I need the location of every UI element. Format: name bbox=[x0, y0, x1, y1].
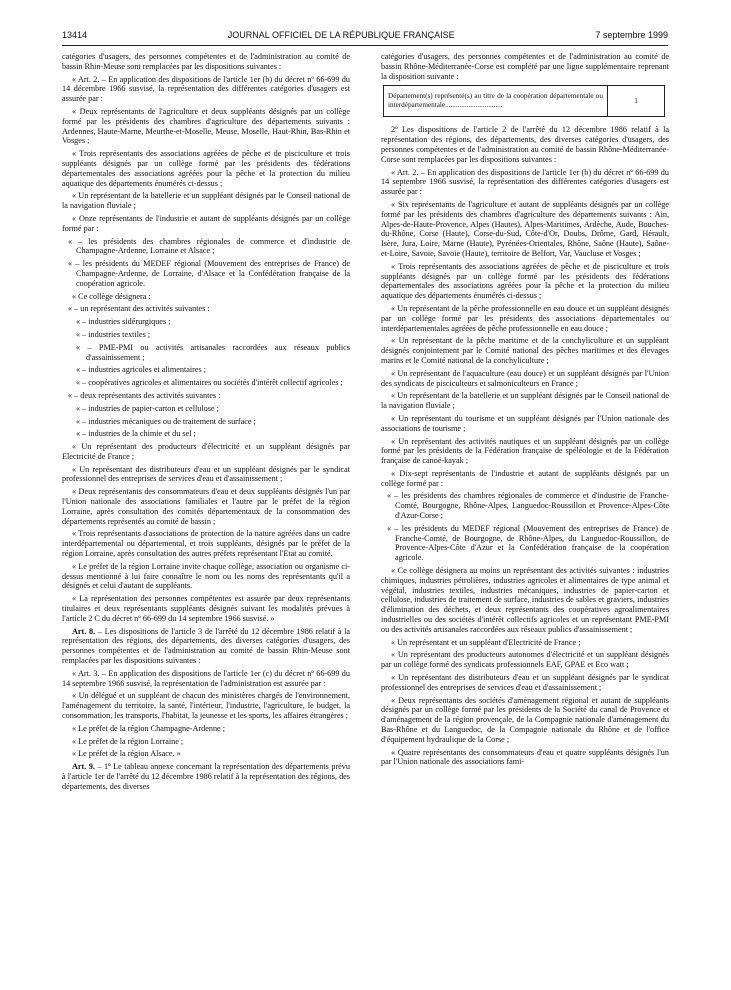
list-item: « – industries de la chimie et du sel ; bbox=[76, 429, 196, 439]
article-number: Art. 8. bbox=[72, 626, 96, 636]
article-text: – 1º Le tableau annexe concernant la représentation des départements prévu à l'article 1er de l'arrêté du 12 décembre 1986 relatif à la représentation des régions, des départements, des diverses bbox=[62, 762, 350, 791]
list-item: « – industries mécaniques ou de traitement de surface ; bbox=[76, 416, 256, 426]
paragraph: « Trois représentants des associations agréées de pêche et de pisciculture et trois suppléants désignés par un collège formé par les présidents des fédérations départementales des associations agréées pour la pêche et la protection du milieu aquatique des départements énumérés ci-dessus ; bbox=[62, 149, 350, 188]
list-item: « – les présidents du MEDEF régional (Mouvement des entreprises de France) de Champagne-Ardenne, de Lorraine, d'Alsace et la Confédération française de la coopération agricole. bbox=[68, 259, 350, 288]
table-cell-label: Département(s) représenté(s) au titre de la coopération départementale ou interdépartementale................................ bbox=[384, 86, 608, 116]
list-item: « – industries sidérurgiques ; bbox=[76, 317, 171, 327]
list-item: « – les présidents du MEDEF régional (Mouvement des entreprises de France) de Franche-Comté, de Bourgogne, de Rhône-Alpes, du Languedoc-Roussillon, de Provence-Alpes-Côte d'Azur et la Confédération française de la coopération agricole. bbox=[387, 523, 669, 563]
page-number: 13414 bbox=[62, 30, 88, 40]
paragraph: « Un représentant de la batellerie et un suppléant désignés par le Conseil national de la navigation fluviale ; bbox=[62, 191, 350, 211]
paragraph: « Le préfet de la région Champagne-Ardenne ; bbox=[72, 723, 225, 733]
paragraph: « Un représentant du tourisme et un suppléant désignés par l'Union nationale des associations de tourisme ; bbox=[381, 413, 669, 433]
paragraph: « La représentation des personnes compétentes est assurée par deux représentants titulaires et deux représentants suppléants désignés suivant les modalités prévues à l'article 2 C du décret nº 66-699 du 14 septembre 1966 susvisé. » bbox=[62, 594, 350, 623]
paragraph: « Ce collège désignera : bbox=[72, 291, 151, 301]
issue-date: 7 septembre 1999 bbox=[595, 30, 668, 40]
paragraph: « Dix-sept représentants de l'industrie et autant de suppléants désignés par un collège formé par : bbox=[381, 468, 669, 488]
paragraph: « Le préfet de la région Lorraine ; bbox=[72, 736, 184, 746]
paragraph: « Le préfet de la région Alsace. » bbox=[72, 749, 181, 759]
paragraph: « Ce collège désignera au moins un représentant des activités suivantes : industries chimiques, industries pétrolières, industries agricoles et alimentaires de type animal et végétal, industries textiles, industries mécaniques, industries de papier-carton et cellulose, industries de traitement de surface, industries de sables et graviers, industries d'élimination des déchets, et deux représentants des coopératives agroalimentaires industrielles ou des sociétés d'intérêt collectifs agricoles et un représentant PME-PMI ou des activités artisanales raccordées aux réseaux publics d'assainissement ; bbox=[381, 566, 669, 634]
article-text: – Les dispositions de l'article 3 de l'arrêté du 12 décembre 1986 relatif à la représentation des régions, des départements, des diverses catégories d'usagers, des personnes compétentes et de l'administration au comité de bassin Rhin-Meuse sont remplacées par les dispositions suivantes : bbox=[62, 626, 350, 666]
paragraph: « Un représentant des distributeurs d'eau et un suppléant désignés par le syndicat professionnel des entreprises de services d'eau et d'assainissement ; bbox=[381, 673, 669, 692]
paragraph: « Un représentant de la pêche maritime et de la conchyliculture et un suppléant désignés conjointement par le Comité national des pêches maritimes et des élevages marins et le Comité national de la conchyliculture ; bbox=[381, 336, 669, 365]
paragraph: catégories d'usagers, des personnes compétentes et de l'administration au comité de bassin Rhône-Méditerranée-Corse est complété par une ligne supplémentaire reprenant la disposition suivante : bbox=[381, 52, 669, 81]
paragraph: « Un représentant et un suppléant d'Electricité de France ; bbox=[391, 637, 581, 647]
article-paragraph bbox=[62, 762, 350, 791]
paragraph: « Six représentants de l'agriculture et autant de suppléants désignés par un collège formé par les présidents des chambres d'agriculture des départements suivants : Ain, Alpes-de-Haute-Provence, Alpes (Hautes), Alpes-Maritimes, Ardèche, Aude, Bouches-du-Rhône, Corse (Haute), Corse-du-Sud, Côte-d'Or, Doubs, Drôme, Gard, Hérault, Isère, Jura, Loire, Marne (Haute), Pyrénées-Orientales, Rhône, Saône (Haute), Saône-et-Loire, Savoie, Savoie (Haute), territoire de Belfort, Var, Vaucluse et Vosges ; bbox=[381, 199, 669, 258]
paragraph: « Art. 2. – En application des dispositions de l'article 1er (b) du décret nº 66-699 du 14 septembre 1966 susvisé, la représentation des différentes catégories d'usagers est assurée par : bbox=[381, 167, 669, 197]
paragraph: « Deux représentants des consommateurs d'eau et deux suppléants désignés l'un par l'Union nationale des associations familiales et l'autre par le préfet de la région Lorraine, après consultation des comités départementaux de la consommation des départements représentés au comité de bassin ; bbox=[62, 487, 350, 526]
list-item: « – les présidents des chambres régionales de commerce et d'industrie de Champagne-Ardenne, Lorraine et Alsace ; bbox=[68, 236, 350, 256]
list-item: « – industries textiles ; bbox=[76, 329, 151, 339]
paragraph: « Un représentant des producteurs d'électricité et un suppléant désignés par Electricité de France ; bbox=[62, 442, 350, 461]
list-item: « – industries agricoles et alimentaires ; bbox=[76, 365, 207, 375]
list-item: « – deux représentants des activités suivantes : bbox=[68, 390, 221, 400]
paragraph: « Un représentant de la pêche professionnelle en eau douce et un suppléant désignés par un collège formé par les présidents des associations départementales ou interdépartementales agréées de pêche professionnelle en eau douce ; bbox=[381, 303, 669, 333]
paragraph: « Un représentant des distributeurs d'eau et un suppléant désignés par le syndicat professionnel des entreprises de services d'eau et d'assainissement ; bbox=[62, 464, 350, 484]
table-cell-value: 1 bbox=[634, 96, 638, 105]
paragraph: « Trois représentants d'associations de protection de la nature agréées dans un cadre interdépartemental ou départemental, et trois suppléants, désignés par le préfet de la région Lorraine, après consultation des autres préfets représentant l'Etat au comité. bbox=[62, 529, 350, 559]
paragraph: « Onze représentants de l'industrie et autant de suppléants désignés par un collège formé par : bbox=[62, 213, 350, 233]
article-paragraph bbox=[62, 627, 350, 666]
paragraph: « Un représentant de l'aquaculture (eau douce) et un suppléant désignés par l'Union des syndicats de pisciculteurs et salmoniculteurs en France ; bbox=[381, 368, 669, 388]
list-item: « – un représentant des activités suivantes : bbox=[68, 304, 210, 314]
paragraph: 2º Les dispositions de l'article 2 de l'arrêté du 12 décembre 1986 relatif à la représentation des régions, des départements, des diverses catégories d'usagers, des personnes compétentes et de l'administration au comité de bassin Rhône-Méditerranée-Corse sont remplacées par les dispositions suivantes : bbox=[381, 125, 669, 164]
list-item: « – PME-PMI ou activités artisanales raccordées aux réseaux publics d'assainissement ; bbox=[76, 342, 350, 362]
list-item: « – coopératives agricoles et alimentaires ou sociétés d'intérêt collectif agricoles ; bbox=[76, 378, 343, 388]
paragraph: « Art. 3. – En application des dispositions de l'article 1er (c) du décret nº 66-699 du 14 septembre 1966 susvisé, la représentation de l'administration est assurée par : bbox=[62, 668, 350, 688]
paragraph: « Deux représentants de l'agriculture et deux suppléants désignés par un collège formé par les présidents des chambres d'agriculture des départements suivants : Ardennes, Haute-Marne, Meurthe-et-Moselle, Meuse, Moselle, Haut-Rhin, Bas-Rhin et Vosges ; bbox=[62, 106, 350, 146]
paragraph: « Un représentant des activités nautiques et un suppléant désignés par un collège formé par les présidents de la Fédération française de spéléologie et de la Fédération française de canoë-kayak ; bbox=[381, 436, 669, 466]
paragraph: « Deux représentants des sociétés d'aménagement régional et autant de suppléants désignés par un collège formé par les présidents de la Société du canal de Provence et d'aménagement de la région provençale, de la Compagnie nationale d'aménagement du Bas-Rhône et du Languedoc, de la Compagnie nationale du Rhône et de l'office d'équipement hydraulique de la Corse ; bbox=[381, 695, 669, 744]
paragraph: « Un représentant de la batellerie et un suppléant désignés par le Conseil national de la navigation fluviale ; bbox=[381, 391, 669, 411]
paragraph: « Le préfet de la région Lorraine invite chaque collège, association ou organisme ci-dessus mentionné à lui faire connaître le nom ou les noms des représentants qu'il a désignés et celui d'autant de suppléants. bbox=[62, 561, 350, 591]
page-header bbox=[62, 28, 668, 42]
paragraph: « Quatre représentants des consommateurs d'eau et quatre suppléants désignés l'un par l'Union nationale des associations fami- bbox=[381, 747, 669, 767]
list-item: « – les présidents des chambres régionales de commerce et d'industrie de Franche-Comté, Bourgogne, Rhône-Alpes, Languedoc-Roussillon et Provence-Alpes-Côte d'Azur-Corse ; bbox=[387, 491, 669, 521]
journal-title: JOURNAL OFFICIEL DE LA RÉPUBLIQUE FRANÇAISE bbox=[227, 30, 455, 40]
paragraph: « Art. 2. – En application des dispositions de l'article 1er (b) du décret nº 66-699 du 14 décembre 1966 susvisé, la représentation des différentes catégories d'usagers est assurée par : bbox=[62, 74, 350, 104]
header-rule bbox=[62, 45, 668, 46]
left-column bbox=[62, 52, 350, 795]
article-number: Art. 9. bbox=[72, 762, 95, 772]
paragraph: catégories d'usagers, des personnes compétentes et de l'administration au comité de bassin Rhin-Meuse sont remplacées par les dispositions suivantes : bbox=[62, 52, 350, 71]
paragraph: « Trois représentants des associations agréées de pêche et de pisciculture et trois suppléants désignés par un collège formé par les présidents des fédérations départementales des associations agréées pour la pêche et la protection du milieu aquatique des départements énumérés ci-dessus ; bbox=[381, 261, 669, 301]
list-item: « – industries de papier-carton et cellulose ; bbox=[76, 403, 219, 413]
annex-table bbox=[383, 85, 665, 117]
paragraph: « Un représentant des producteurs autonomes d'électricité et un suppléant désignés par un collège formé des syndicats professionnels EAF, GPAE et Eco watt ; bbox=[381, 650, 669, 670]
right-column bbox=[381, 52, 669, 770]
paragraph: « Un délégué et un suppléant de chacun des ministères chargés de l'environnement, l'aménagement du territoire, la santé, l'intérieur, l'industrie, l'agriculture, le budget, la consommation, les transports, l'habitat, la jeunesse et les sports, les affaires étrangères ; bbox=[62, 691, 350, 721]
